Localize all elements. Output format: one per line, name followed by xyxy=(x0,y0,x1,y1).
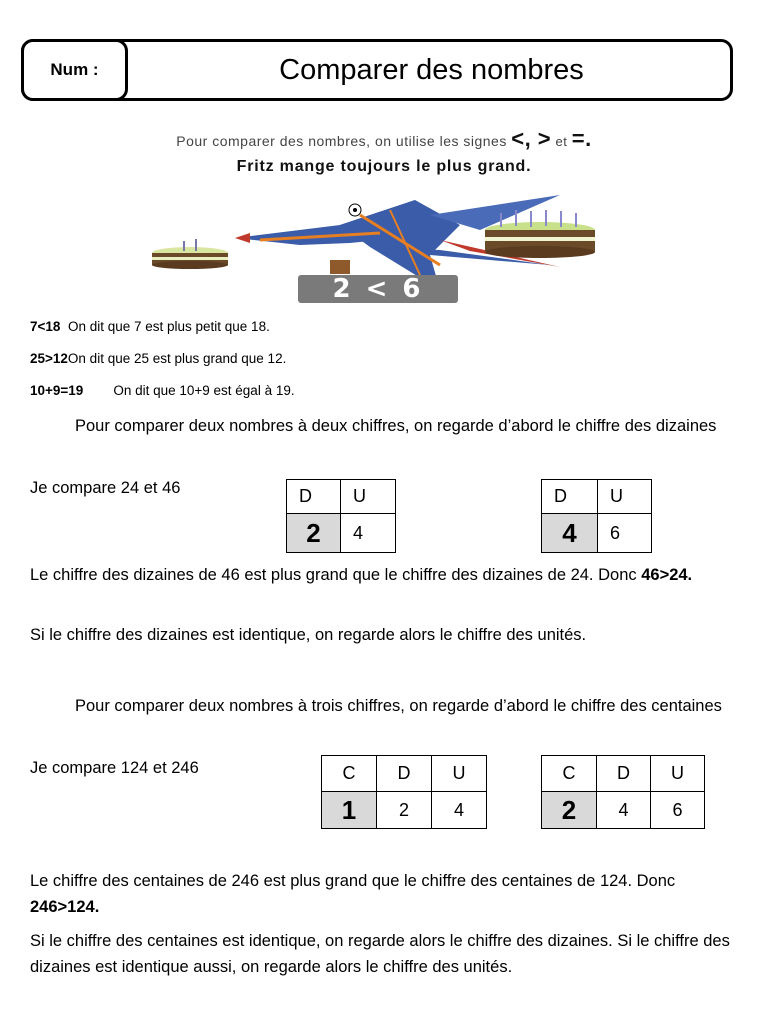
digit-hundreds: 2 xyxy=(542,792,597,829)
digit-tens: 4 xyxy=(597,792,651,829)
example-text: On dit que 10+9 est égal à 19. xyxy=(113,383,295,398)
digit-units: 6 xyxy=(651,792,705,829)
header-u: U xyxy=(432,756,487,792)
digit-tens: 4 xyxy=(542,514,598,553)
header-u: U xyxy=(598,480,652,514)
header-c: C xyxy=(322,756,377,792)
small-cake-icon xyxy=(152,239,228,269)
header-c: C xyxy=(542,756,597,792)
digit-units: 4 xyxy=(341,514,396,553)
digit-hundreds: 1 xyxy=(322,792,377,829)
three-digit-conclusion xyxy=(30,868,745,920)
header-d: D xyxy=(377,756,432,792)
three-digit-note: Si le chiffre des centaines est identique, on regarde alors le chiffre des dizaines. Si le chiffre des dizaines est identique aussi, on regarde alors le chiffre des unités. xyxy=(30,932,730,976)
cdu-table-124 xyxy=(321,755,487,829)
header-u: U xyxy=(651,756,705,792)
sign-eq: =. xyxy=(571,126,592,151)
conclusion-text: Le chiffre des centaines de 246 est plus grand que le chiffre des centaines de 124. Donc xyxy=(30,872,676,890)
sign-lt-gt: <, > xyxy=(511,126,552,151)
cdu-table-246 xyxy=(541,755,705,829)
du-table-46 xyxy=(541,479,652,553)
header-d: D xyxy=(287,480,341,514)
digit-units: 4 xyxy=(432,792,487,829)
example-line xyxy=(30,319,270,334)
example-text: On dit que 7 est plus petit que 18. xyxy=(67,319,270,334)
digit-units: 6 xyxy=(598,514,652,553)
intro-line xyxy=(0,126,768,152)
example-expr: 10+9=19 xyxy=(30,383,84,398)
three-digit-compare: Je compare 124 et 246 xyxy=(30,759,199,777)
header-d: D xyxy=(597,756,651,792)
intro-et: et xyxy=(555,134,568,149)
example-expr: 25>12 xyxy=(30,351,68,366)
example-line xyxy=(30,383,295,398)
page-title: Comparer des nombres xyxy=(279,53,584,86)
comparison-badge: 2 < 6 xyxy=(298,275,458,303)
conclusion-text: Le chiffre des dizaines de 46 est plus grand que le chiffre des dizaines de 24. Donc xyxy=(30,566,637,584)
fritz-line: Fritz mange toujours le plus grand. xyxy=(236,158,532,175)
num-label: Num : xyxy=(21,39,128,101)
two-digit-note: Si le chiffre des dizaines est identique, on regarde alors le chiffre des unités. xyxy=(30,626,587,644)
header-u: U xyxy=(341,480,396,514)
two-digit-intro: Pour comparer deux nombres à deux chiffres, on regarde d’abord le chiffre des dizaines xyxy=(75,417,717,435)
conclusion-result: 46>24. xyxy=(641,566,693,584)
example-text: On dit que 25 est plus grand que 12. xyxy=(67,351,287,366)
conclusion-result: 246>124. xyxy=(30,898,100,916)
header-d: D xyxy=(542,480,598,514)
big-cake-icon xyxy=(485,210,595,258)
two-digit-conclusion xyxy=(30,562,745,588)
digit-tens: 2 xyxy=(377,792,432,829)
du-table-24 xyxy=(286,479,396,553)
example-line xyxy=(30,351,286,366)
digit-tens: 2 xyxy=(287,514,341,553)
two-digit-compare: Je compare 24 et 46 xyxy=(30,479,181,497)
three-digit-intro: Pour comparer deux nombres à trois chiffres, on regarde d’abord le chiffre des centaines xyxy=(75,697,722,715)
example-expr: 7<18 xyxy=(30,319,61,334)
intro-text: Pour comparer des nombres, on utilise les signes xyxy=(176,133,507,149)
